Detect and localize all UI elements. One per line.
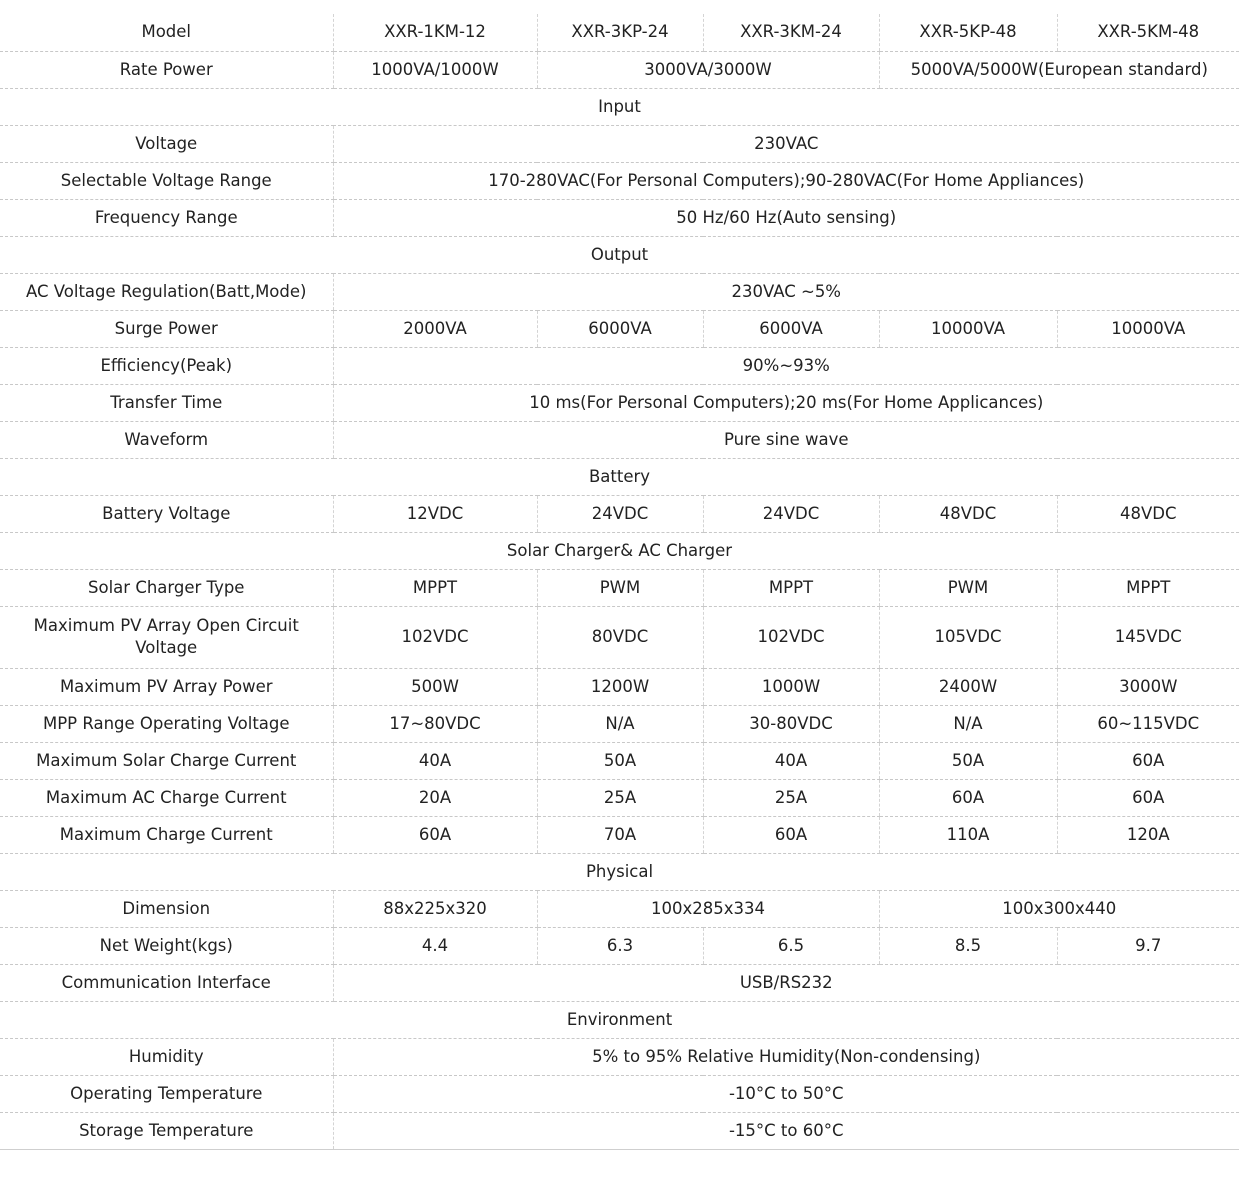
spec-label-surge-power: Surge Power (0, 310, 333, 347)
spec-value: 20A (333, 779, 537, 816)
spec-label-operating-temperature: Operating Temperature (0, 1075, 333, 1112)
section-header-row (0, 88, 1239, 125)
spec-value: 102VDC (703, 606, 879, 668)
spec-value: 102VDC (333, 606, 537, 668)
spec-value: 60A (703, 816, 879, 853)
spec-row (0, 927, 1239, 964)
spec-value: Pure sine wave (333, 421, 1239, 458)
spec-row (0, 310, 1239, 347)
spec-label-maximum-charge-current: Maximum Charge Current (0, 816, 333, 853)
spec-row (0, 347, 1239, 384)
spec-value: 60A (879, 779, 1057, 816)
spec-value: N/A (879, 705, 1057, 742)
spec-value: 100x300x440 (879, 890, 1239, 927)
spec-label-storage-temperature: Storage Temperature (0, 1112, 333, 1149)
spec-value: 17~80VDC (333, 705, 537, 742)
spec-value: 60A (1057, 742, 1239, 779)
spec-row (0, 1075, 1239, 1112)
spec-value: 2400W (879, 668, 1057, 705)
spec-label-maximum-ac-charge-current: Maximum AC Charge Current (0, 779, 333, 816)
spec-row (0, 1112, 1239, 1149)
spec-row (0, 199, 1239, 236)
spec-value: 1200W (537, 668, 703, 705)
spec-row (0, 779, 1239, 816)
spec-value: 6000VA (537, 310, 703, 347)
model-header-xxr-5km-48: XXR-5KM-48 (1057, 14, 1239, 51)
section-title-input: Input (0, 88, 1239, 125)
spec-label-dimension: Dimension (0, 890, 333, 927)
spec-value: 12VDC (333, 495, 537, 532)
spec-value: 60~115VDC (1057, 705, 1239, 742)
spec-value: 145VDC (1057, 606, 1239, 668)
spec-row (0, 162, 1239, 199)
spec-value: 110A (879, 816, 1057, 853)
spec-value: 9.7 (1057, 927, 1239, 964)
spec-value: 500W (333, 668, 537, 705)
spec-value: 6.5 (703, 927, 879, 964)
spec-label-ac-voltage-regulation-batt-mode: AC Voltage Regulation(Batt,Mode) (0, 273, 333, 310)
spec-value: 25A (703, 779, 879, 816)
spec-label-communication-interface: Communication Interface (0, 964, 333, 1001)
spec-value: 230VAC ~5% (333, 273, 1239, 310)
spec-label-selectable-voltage-range: Selectable Voltage Range (0, 162, 333, 199)
spec-label-transfer-time: Transfer Time (0, 384, 333, 421)
spec-label-rate-power: Rate Power (0, 51, 333, 88)
spec-value: 170-280VAC(For Personal Computers);90-280VAC(For Home Appliances) (333, 162, 1239, 199)
section-title-physical: Physical (0, 853, 1239, 890)
spec-row (0, 125, 1239, 162)
spec-label-maximum-solar-charge-current: Maximum Solar Charge Current (0, 742, 333, 779)
section-title-solar-charger-ac-charger: Solar Charger& AC Charger (0, 532, 1239, 569)
section-header-row (0, 1001, 1239, 1038)
spec-value: 3000VA/3000W (537, 51, 879, 88)
model-header-xxr-5kp-48: XXR-5KP-48 (879, 14, 1057, 51)
spec-value: MPPT (333, 569, 537, 606)
spec-value: 50A (879, 742, 1057, 779)
section-header-row (0, 458, 1239, 495)
spec-label-efficiency-peak: Efficiency(Peak) (0, 347, 333, 384)
section-title-battery: Battery (0, 458, 1239, 495)
spec-value: 5% to 95% Relative Humidity(Non-condensing) (333, 1038, 1239, 1075)
spec-value: 24VDC (703, 495, 879, 532)
spec-value: N/A (537, 705, 703, 742)
spec-label-maximum-pv-array-open-circuit-voltage: Maximum PV Array Open Circuit Voltage (0, 606, 333, 668)
spec-value: 1000W (703, 668, 879, 705)
spec-value: 60A (333, 816, 537, 853)
spec-label-battery-voltage: Battery Voltage (0, 495, 333, 532)
spec-row (0, 384, 1239, 421)
spec-value: 70A (537, 816, 703, 853)
spec-value: 6000VA (703, 310, 879, 347)
section-header-row (0, 532, 1239, 569)
spec-value: 24VDC (537, 495, 703, 532)
spec-table (0, 14, 1239, 1150)
spec-value: 100x285x334 (537, 890, 879, 927)
model-header-label: Model (0, 14, 333, 51)
spec-value: MPPT (1057, 569, 1239, 606)
spec-value: 10 ms(For Personal Computers);20 ms(For Home Applicances) (333, 384, 1239, 421)
spec-value: -10°C to 50°C (333, 1075, 1239, 1112)
spec-value: 230VAC (333, 125, 1239, 162)
spec-row (0, 51, 1239, 88)
spec-value: USB/RS232 (333, 964, 1239, 1001)
section-header-row (0, 853, 1239, 890)
spec-value: PWM (879, 569, 1057, 606)
spec-value: 40A (703, 742, 879, 779)
spec-label-voltage: Voltage (0, 125, 333, 162)
spec-row (0, 495, 1239, 532)
spec-value: 5000VA/5000W(European standard) (879, 51, 1239, 88)
spec-row (0, 964, 1239, 1001)
spec-value: 60A (1057, 779, 1239, 816)
spec-value: 2000VA (333, 310, 537, 347)
spec-row (0, 816, 1239, 853)
spec-value: 88x225x320 (333, 890, 537, 927)
spec-row (0, 569, 1239, 606)
spec-row (0, 668, 1239, 705)
spec-row (0, 606, 1239, 668)
spec-value: 30-80VDC (703, 705, 879, 742)
spec-row (0, 705, 1239, 742)
section-title-output: Output (0, 236, 1239, 273)
spec-label-waveform: Waveform (0, 421, 333, 458)
spec-value: 50A (537, 742, 703, 779)
spec-value: 10000VA (1057, 310, 1239, 347)
spec-value: 48VDC (1057, 495, 1239, 532)
spec-value: 10000VA (879, 310, 1057, 347)
spec-value: MPPT (703, 569, 879, 606)
spec-label-mpp-range-operating-voltage: MPP Range Operating Voltage (0, 705, 333, 742)
spec-value: 25A (537, 779, 703, 816)
spec-value: 3000W (1057, 668, 1239, 705)
spec-row (0, 742, 1239, 779)
spec-value: 6.3 (537, 927, 703, 964)
spec-label-frequency-range: Frequency Range (0, 199, 333, 236)
spec-label-maximum-pv-array-power: Maximum PV Array Power (0, 668, 333, 705)
model-header-xxr-3km-24: XXR-3KM-24 (703, 14, 879, 51)
section-header-row (0, 236, 1239, 273)
spec-value: 90%~93% (333, 347, 1239, 384)
spec-value: 8.5 (879, 927, 1057, 964)
spec-value: 48VDC (879, 495, 1057, 532)
spec-value: -15°C to 60°C (333, 1112, 1239, 1149)
spec-value: 4.4 (333, 927, 537, 964)
model-header-row (0, 14, 1239, 51)
spec-label-humidity: Humidity (0, 1038, 333, 1075)
spec-label-net-weight-kgs: Net Weight(kgs) (0, 927, 333, 964)
spec-row (0, 890, 1239, 927)
spec-value: PWM (537, 569, 703, 606)
spec-value: 50 Hz/60 Hz(Auto sensing) (333, 199, 1239, 236)
spec-row (0, 421, 1239, 458)
spec-value: 80VDC (537, 606, 703, 668)
spec-row (0, 273, 1239, 310)
spec-value: 105VDC (879, 606, 1057, 668)
spec-row (0, 1038, 1239, 1075)
spec-table-body (0, 14, 1239, 1149)
model-header-xxr-1km-12: XXR-1KM-12 (333, 14, 537, 51)
spec-label-solar-charger-type: Solar Charger Type (0, 569, 333, 606)
spec-value: 1000VA/1000W (333, 51, 537, 88)
model-header-xxr-3kp-24: XXR-3KP-24 (537, 14, 703, 51)
spec-value: 120A (1057, 816, 1239, 853)
spec-value: 40A (333, 742, 537, 779)
section-title-environment: Environment (0, 1001, 1239, 1038)
